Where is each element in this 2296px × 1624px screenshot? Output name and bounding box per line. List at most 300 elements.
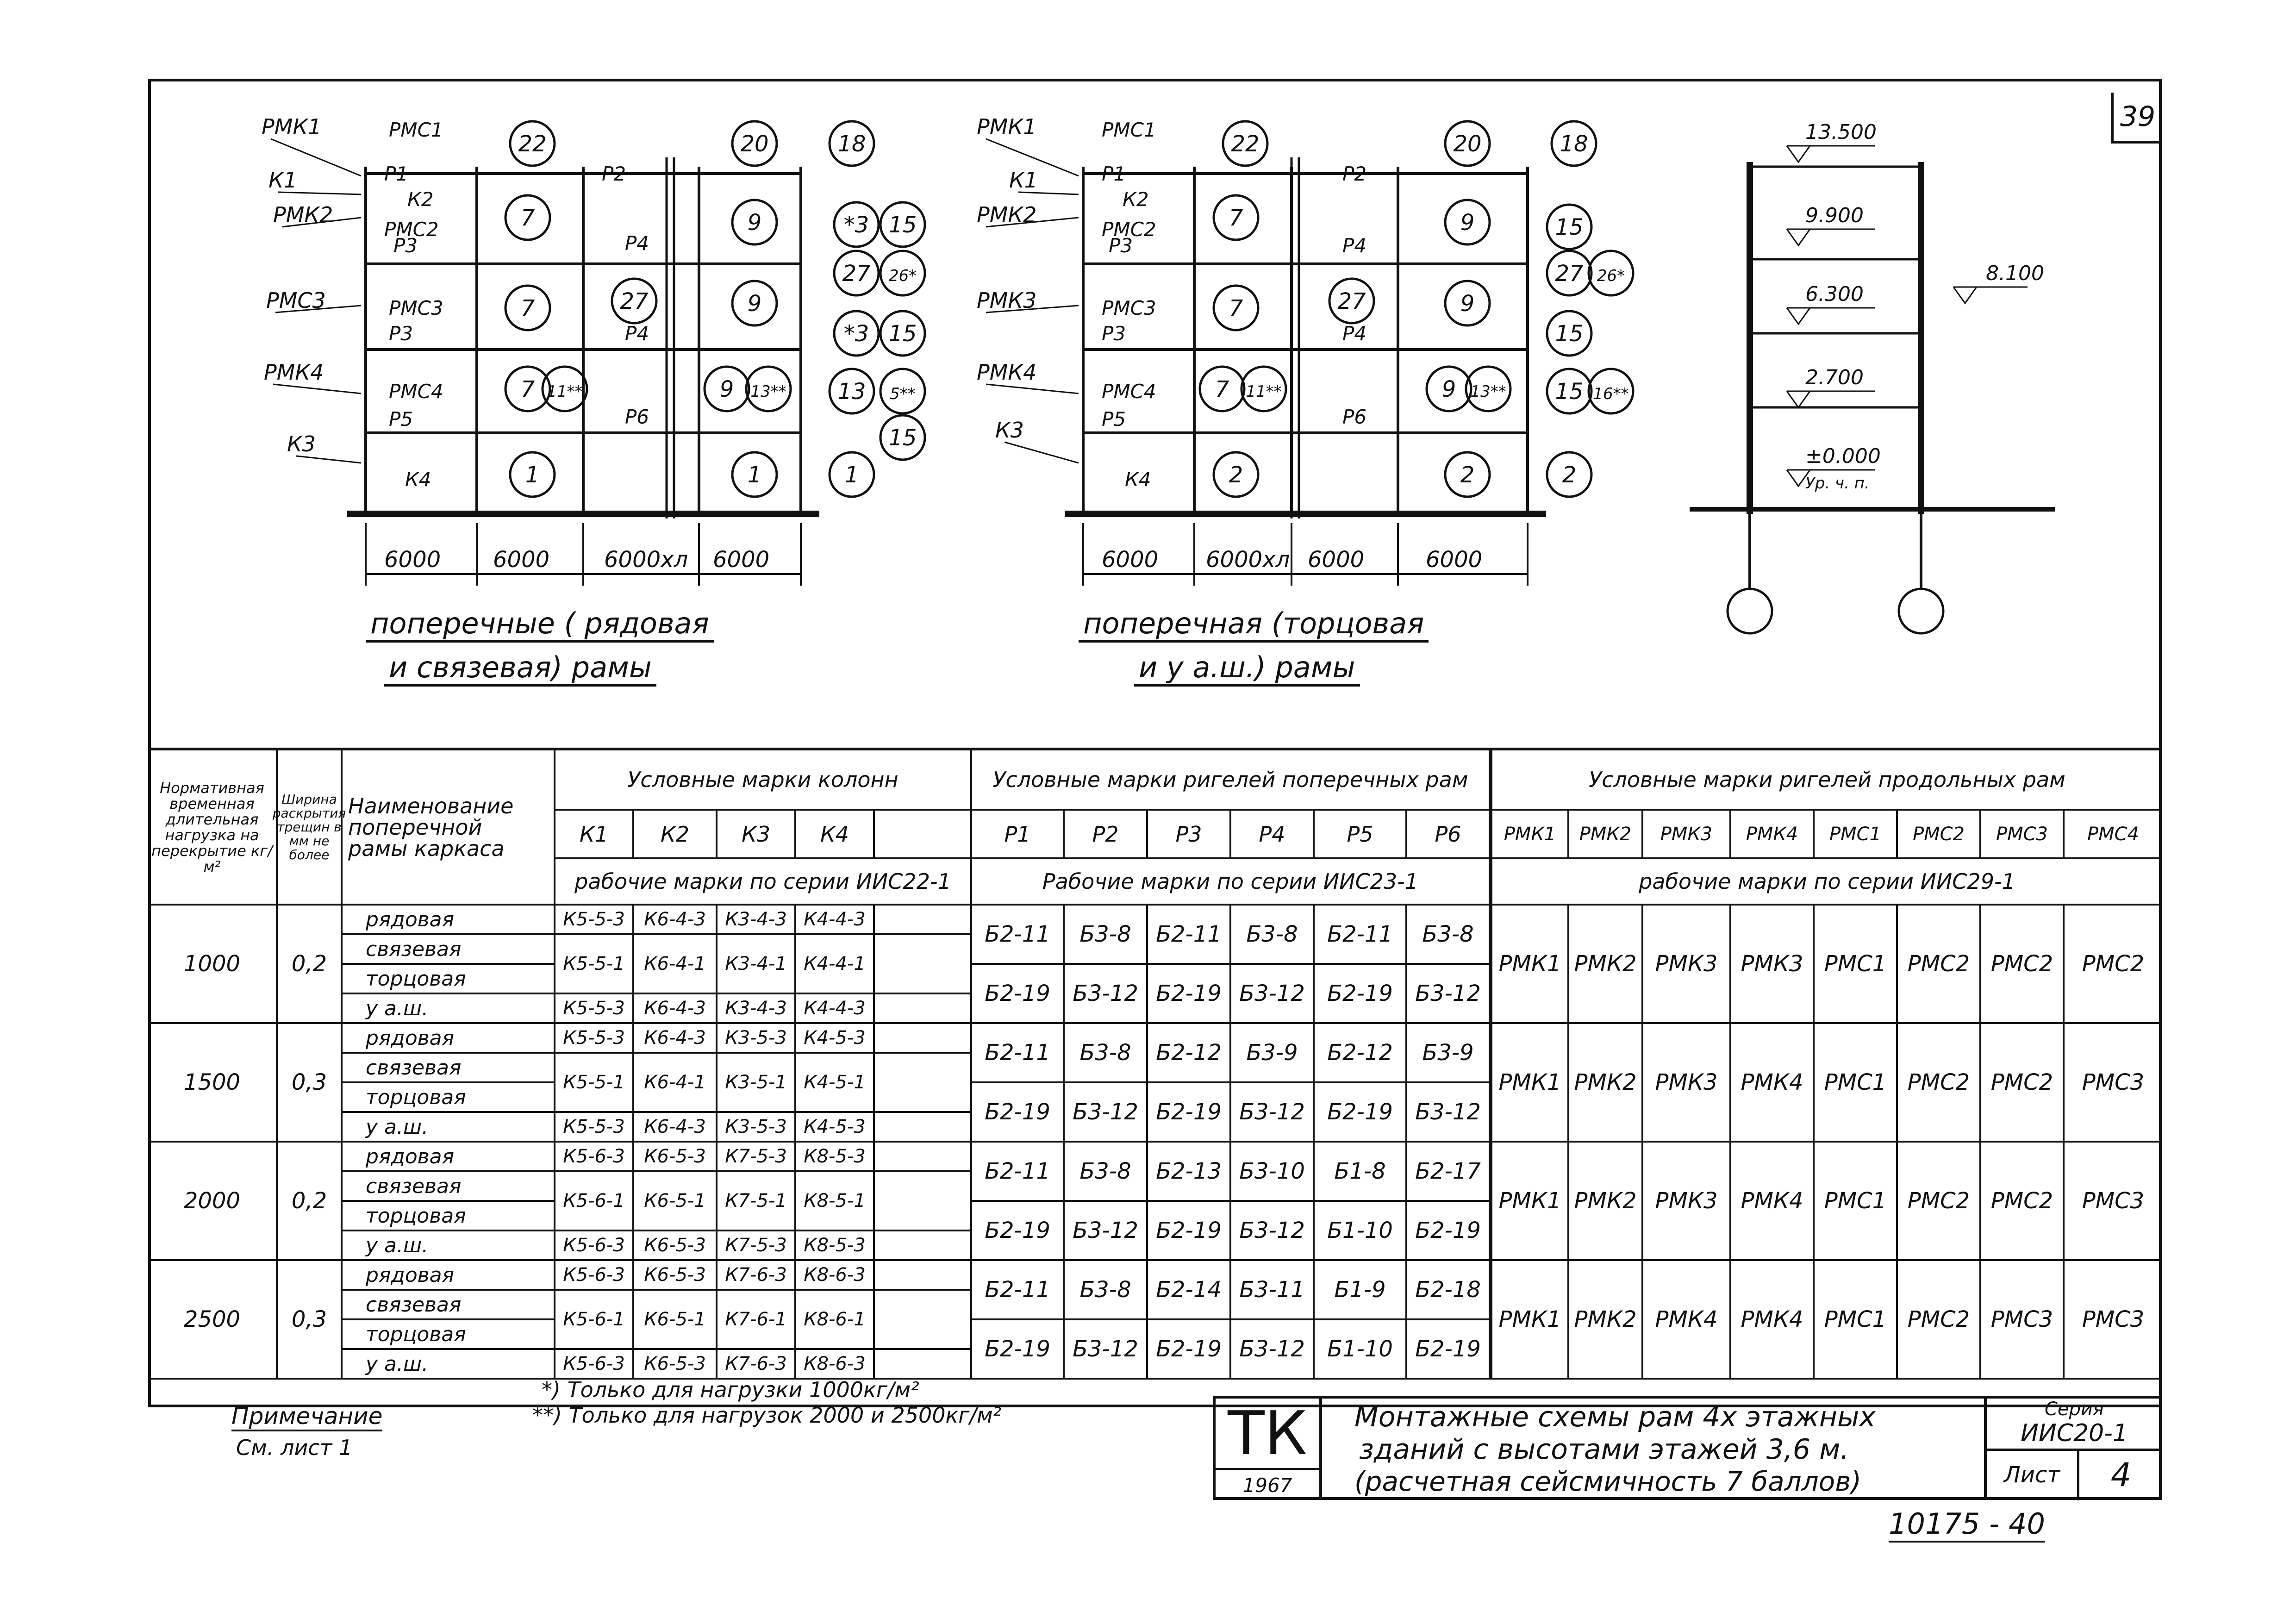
column-empty	[875, 1231, 972, 1261]
frame-type: связевая	[343, 1172, 555, 1202]
column-mark-value: К8-6-3	[796, 1350, 875, 1380]
frame-type: рядовая	[343, 906, 555, 935]
drawing1-title-line1: поперечные ( рядовая	[366, 606, 714, 643]
column-empty	[875, 1350, 972, 1380]
header-crack: Ширина раскрытия трещин в мм не более	[278, 750, 343, 906]
marker-number: 7	[520, 295, 535, 321]
crack-value: 0,2	[278, 1143, 343, 1261]
element-label: Р3	[389, 322, 413, 345]
level-value: ±0.000	[1805, 444, 1881, 468]
marker-number: 27	[620, 288, 649, 314]
column-mark-value: К4-4-3	[796, 906, 875, 935]
frame-label: РМК1	[262, 114, 322, 139]
beam-mark-value: Б2-11	[1148, 906, 1231, 965]
column-mark-value: К6-5-3	[634, 1350, 718, 1380]
beam-mark-value: Б3-12	[1065, 1320, 1148, 1380]
beam-mark-value: Б2-19	[1148, 1202, 1231, 1261]
column-mark-value: К3-4-1	[718, 935, 796, 994]
long-mark-value: РМС2	[1981, 1024, 2065, 1143]
long-mark-value: РМК4	[1643, 1261, 1731, 1380]
frame-label: К1	[268, 168, 297, 193]
marker-number: 27	[842, 261, 871, 287]
load-value: 1500	[148, 1024, 278, 1143]
beam-mark-value: Б2-19	[1407, 1202, 1491, 1261]
long-mark-value: РМС2	[1898, 906, 1981, 1024]
header-beam-mark: Р3	[1148, 811, 1231, 859]
column-mark-value: К6-5-3	[634, 1143, 718, 1172]
title-line3: (расчетная сейсмичность 7 баллов)	[1354, 1466, 1862, 1497]
marker-number: 15	[888, 321, 917, 347]
long-mark-value: РМК4	[1731, 1143, 1815, 1261]
long-mark-value: РМК3	[1643, 906, 1731, 1024]
marker-number: 1	[844, 462, 859, 488]
marker-number: 18	[837, 131, 866, 157]
column-empty	[875, 1113, 972, 1143]
frame-label: РМК2	[273, 202, 333, 227]
beam-mark-value: Б3-12	[1407, 965, 1491, 1024]
column-mark-value: К6-4-1	[634, 935, 718, 994]
beam-mark-value: Б1-8	[1315, 1143, 1407, 1202]
long-mark-value: РМК4	[1731, 1024, 1815, 1143]
beam-mark-value: Б1-10	[1315, 1202, 1407, 1261]
beam-mark-value: Б1-9	[1315, 1261, 1407, 1320]
beam-mark-value: Б2-14	[1148, 1261, 1231, 1320]
beam-mark-value: Б1-10	[1315, 1320, 1407, 1380]
beam-mark-value: Б2-19	[1315, 965, 1407, 1024]
column-mark-value: К8-6-3	[796, 1261, 875, 1291]
header-beams-series: Рабочие марки по серии ИИС23-1	[972, 859, 1491, 906]
element-label: К4	[1125, 468, 1151, 491]
title-block	[1213, 1396, 2162, 1500]
element-label: РМС1	[389, 119, 443, 141]
long-mark-value: РМК3	[1643, 1143, 1731, 1261]
column-mark-value: К6-5-1	[634, 1291, 718, 1350]
long-mark-value: РМС1	[1815, 906, 1898, 1024]
header-column-mark: К4	[796, 811, 875, 859]
beam-mark-value: Б2-11	[972, 1143, 1065, 1202]
long-mark-value: РМС2	[1898, 1024, 1981, 1143]
level-mark	[1953, 287, 1977, 303]
column-mark-value: К7-5-3	[718, 1231, 796, 1261]
beam-mark-value: Б2-19	[1315, 1083, 1407, 1143]
frame-type: у а.ш.	[343, 994, 555, 1024]
header-long-mark: РМК1	[1491, 811, 1569, 859]
marker-number: 9	[747, 210, 762, 236]
marker-number: 13**	[750, 382, 786, 401]
frame-label: РМК1	[977, 114, 1037, 139]
header-long-mark: РМС4	[2065, 811, 2162, 859]
long-mark-value: РМС2	[1898, 1261, 1981, 1380]
level-value: 9.900	[1805, 204, 1864, 227]
long-mark-value: РМК2	[1569, 906, 1643, 1024]
frame-label: РМК4	[264, 360, 324, 385]
beam-mark-value: Б2-19	[1148, 1083, 1231, 1143]
tk-logo: ТК	[1228, 1398, 1307, 1468]
marker-number: 7	[520, 376, 535, 402]
marker-number: 15	[1555, 214, 1584, 240]
frame-type: связевая	[343, 1054, 555, 1083]
column-mark-value: К8-6-1	[796, 1291, 875, 1350]
long-mark-value: РМС2	[2065, 906, 2162, 1024]
beam-mark-value: Б2-19	[1148, 965, 1231, 1024]
frame-label: РМК2	[977, 202, 1037, 227]
column-mark-value: К5-5-3	[555, 1113, 634, 1143]
span-dimension: 6000	[1102, 547, 1159, 573]
long-mark-value: РМК4	[1731, 1261, 1815, 1380]
beam-mark-value: Б3-9	[1407, 1024, 1491, 1083]
column-mark-value: К5-6-3	[555, 1261, 634, 1291]
column-mark-value: К5-6-3	[555, 1143, 634, 1172]
long-mark-value: РМК1	[1491, 1261, 1569, 1380]
long-mark-value: РМК1	[1491, 1024, 1569, 1143]
marker-number: 15	[1555, 379, 1584, 405]
frame-type: торцовая	[343, 1202, 555, 1231]
beam-mark-value: Б3-8	[1231, 906, 1315, 965]
footnote-2: **) Только для нагрузок 2000 и 2500кг/м²	[532, 1403, 1002, 1428]
element-label: К2	[407, 188, 434, 211]
beam-mark-value: Б3-12	[1231, 1202, 1315, 1261]
column-mark-value: К5-6-1	[555, 1291, 634, 1350]
element-label: Р3	[1109, 234, 1133, 257]
sheet-number: 39	[2120, 100, 2156, 133]
header-long-mark: РМС1	[1815, 811, 1898, 859]
frame-label: РМК4	[977, 360, 1037, 385]
leader-line	[1004, 442, 1079, 463]
side-level-value: 8.100	[1986, 262, 2044, 285]
frame-type: у а.ш.	[343, 1113, 555, 1143]
beam-mark-value: Б3-12	[1065, 1202, 1148, 1261]
column-mark-value: К6-4-3	[634, 1113, 718, 1143]
element-label: РМС2	[1102, 218, 1156, 241]
header-long-mark: РМС3	[1981, 811, 2065, 859]
note-title: Примечание	[231, 1403, 382, 1431]
marker-number: 2	[1229, 462, 1243, 488]
element-label: РМС4	[1102, 380, 1156, 403]
long-mark-value: РМС3	[2065, 1261, 2162, 1380]
long-mark-value: РМК3	[1731, 906, 1815, 1024]
header-beams: Условные марки ригелей поперечных рам	[972, 750, 1491, 811]
beam-mark-value: Б2-12	[1315, 1024, 1407, 1083]
element-label: РМС3	[1102, 297, 1156, 319]
column-mark-value: К6-4-3	[634, 994, 718, 1024]
column-mark-value: К5-6-1	[555, 1172, 634, 1231]
frame-type: у а.ш.	[343, 1231, 555, 1261]
level-mark	[1787, 229, 1810, 245]
marker-number: 9	[719, 376, 734, 402]
load-value: 2500	[148, 1261, 278, 1380]
marks-table	[148, 748, 2162, 1375]
element-label: Р4	[1342, 322, 1367, 345]
long-mark-value: РМК1	[1491, 906, 1569, 1024]
column-mark-value: К3-4-3	[718, 906, 796, 935]
header-column-mark: К3	[718, 811, 796, 859]
column-mark-value: К7-5-1	[718, 1172, 796, 1231]
column-mark-value: К6-5-3	[634, 1231, 718, 1261]
marker-number: *3	[843, 212, 869, 238]
long-mark-value: РМС2	[1981, 906, 2065, 1024]
header-beam-mark: Р2	[1065, 811, 1148, 859]
frame-label: РМС3	[266, 288, 326, 313]
beam-mark-value: Б2-11	[972, 906, 1065, 965]
column-mark-value: К5-5-3	[555, 906, 634, 935]
marker-number: 5**	[890, 385, 916, 403]
marker-number: 1	[747, 462, 762, 488]
column-mark-value: К6-4-3	[634, 1024, 718, 1054]
drawing2-title-line2: и у а.ш.) рамы	[1134, 650, 1360, 687]
leader-line	[296, 456, 361, 463]
column-mark-value: К5-6-3	[555, 1350, 634, 1380]
element-label: Р1	[384, 162, 409, 185]
column-mark-value: К8-5-3	[796, 1231, 875, 1261]
level-mark	[1787, 308, 1810, 324]
sheet-value: 4	[2110, 1456, 2132, 1494]
level-value: 13.500	[1805, 120, 1877, 144]
long-mark-value: РМС1	[1815, 1143, 1898, 1261]
long-mark-value: РМС3	[1981, 1261, 2065, 1380]
column-mark-value: К4-5-1	[796, 1054, 875, 1113]
header-long-mark: РМК4	[1731, 811, 1815, 859]
long-mark-value: РМК3	[1643, 1024, 1731, 1143]
column-mark-value: К5-5-3	[555, 994, 634, 1024]
marker-number: 27	[1337, 288, 1366, 314]
column-mark-value: К5-6-3	[555, 1231, 634, 1261]
load-value: 2000	[148, 1143, 278, 1261]
header-beam-mark: Р4	[1231, 811, 1315, 859]
header-long-mark: РМК2	[1569, 811, 1643, 859]
beam-mark-value: Б2-11	[972, 1261, 1065, 1320]
beam-mark-value: Б3-9	[1231, 1024, 1315, 1083]
header-columns: Условные марки колонн	[555, 750, 972, 811]
marker-number: 9	[1441, 376, 1456, 402]
long-mark-value: РМС1	[1815, 1261, 1898, 1380]
marker-number: 11**	[1246, 382, 1282, 401]
element-label: Р6	[1342, 406, 1367, 428]
frame-type: рядовая	[343, 1024, 555, 1054]
marker-number: 27	[1555, 261, 1584, 287]
column-empty	[875, 1054, 972, 1113]
crack-value: 0,2	[278, 906, 343, 1024]
beam-mark-value: Б2-11	[1315, 906, 1407, 965]
title-line2: зданий с высотами этажей 3,6 м.	[1359, 1433, 1849, 1466]
column-mark-value: К7-6-3	[718, 1350, 796, 1380]
beam-mark-value: Б2-13	[1148, 1143, 1231, 1202]
level-mark	[1787, 146, 1810, 162]
header-beam-mark: Р5	[1315, 811, 1407, 859]
marker-number: 7	[1229, 205, 1243, 231]
beam-mark-value: Б3-12	[1065, 1083, 1148, 1143]
marker-number: 1	[525, 462, 540, 488]
frame-type: связевая	[343, 1291, 555, 1320]
leader-line	[986, 384, 1079, 394]
span-dimension: 6000хл	[1206, 547, 1290, 573]
column-empty	[875, 994, 972, 1024]
header-load: Нормативная временная длительная нагрузка на перекрытие кг/м²	[148, 750, 278, 906]
level-value: 2.700	[1805, 366, 1864, 389]
marker-number: 15	[1555, 321, 1584, 347]
beam-mark-value: Б3-8	[1065, 906, 1148, 965]
marker-number: 2	[1460, 462, 1475, 488]
long-mark-value: РМК2	[1569, 1143, 1643, 1261]
beam-mark-value: Б2-19	[972, 1320, 1065, 1380]
long-mark-value: РМС2	[1981, 1143, 2065, 1261]
marker-number: 11**	[547, 382, 583, 401]
column-mark-value: К5-5-1	[555, 935, 634, 994]
column-mark-value: К6-4-1	[634, 1054, 718, 1113]
header-frame-name: Наименование поперечной рамы каркаса	[343, 750, 555, 906]
element-label: Р2	[1342, 162, 1367, 185]
marker-number: 20	[1453, 131, 1482, 157]
marker-number: 22	[518, 131, 547, 157]
drawing2-title-line1: поперечная (торцовая	[1079, 606, 1429, 643]
column-mark-value: К7-6-1	[718, 1291, 796, 1350]
level-mark	[1787, 391, 1810, 407]
element-label: РМС4	[389, 380, 443, 403]
frame-type: рядовая	[343, 1261, 555, 1291]
beam-mark-value: Б3-12	[1231, 1320, 1315, 1380]
frame-label: К1	[1009, 168, 1038, 193]
marker-number: 15	[888, 425, 917, 451]
column-mark-value: К3-5-3	[718, 1113, 796, 1143]
element-label: Р2	[602, 162, 626, 185]
column-mark-value: К4-5-3	[796, 1024, 875, 1054]
column-mark-value: К4-4-3	[796, 994, 875, 1024]
column-mark-value: К6-4-3	[634, 906, 718, 935]
element-label: Р5	[1102, 408, 1126, 431]
archive-number: 10175 - 40	[1889, 1507, 2045, 1543]
beam-mark-value: Б3-11	[1231, 1261, 1315, 1320]
header-column-mark: К1	[555, 811, 634, 859]
column-mark-value: К8-5-1	[796, 1172, 875, 1231]
element-label: РМС3	[389, 297, 443, 319]
beam-mark-value: Б3-12	[1231, 1083, 1315, 1143]
element-label: К2	[1123, 188, 1149, 211]
marker-number: 7	[520, 205, 535, 231]
marker-number: 13	[837, 379, 866, 405]
beam-mark-value: Б3-8	[1065, 1143, 1148, 1202]
element-label: К4	[405, 468, 431, 491]
column-mark-value: К6-5-3	[634, 1261, 718, 1291]
marker-number: 26*	[888, 267, 917, 285]
sheet-label: Лист	[1987, 1449, 2079, 1500]
frame-label: К3	[995, 418, 1024, 443]
beam-mark-value: Б3-10	[1231, 1143, 1315, 1202]
marker-number: 18	[1560, 131, 1588, 157]
frame-type: торцовая	[343, 1083, 555, 1113]
beam-mark-value: Б3-8	[1407, 906, 1491, 965]
span-dimension: 6000	[493, 547, 550, 573]
marker-number: *3	[843, 321, 869, 347]
column-empty	[875, 1143, 972, 1172]
marker-number: 9	[747, 291, 762, 317]
long-mark-value: РМК2	[1569, 1261, 1643, 1380]
column-mark-value: К8-5-3	[796, 1143, 875, 1172]
beam-mark-value: Б3-12	[1065, 965, 1148, 1024]
column-mark-value: К5-5-1	[555, 1054, 634, 1113]
column-empty	[875, 906, 972, 935]
element-label: Р4	[1342, 234, 1367, 257]
leader-line	[273, 384, 361, 394]
beam-mark-value: Б3-12	[1231, 965, 1315, 1024]
frame-label: К3	[287, 431, 316, 456]
frame-type: рядовая	[343, 1143, 555, 1172]
column-mark-value: К3-5-3	[718, 1024, 796, 1054]
beam-mark-value: Б2-17	[1407, 1143, 1491, 1202]
column-mark-value: К5-5-3	[555, 1024, 634, 1054]
marker-number: 15	[888, 212, 917, 238]
marker-number: 16**	[1593, 385, 1629, 403]
long-mark-value: РМС3	[2065, 1024, 2162, 1143]
element-label: РМС1	[1102, 119, 1156, 141]
series-label: Серия	[2045, 1398, 2104, 1420]
header-long-mark: РМС2	[1898, 811, 1981, 859]
title-line1: Монтажные схемы рам 4х этажных	[1354, 1401, 1876, 1433]
element-label: Р4	[625, 322, 649, 345]
marker-number: 7	[1229, 295, 1243, 321]
span-dimension: 6000	[1426, 547, 1483, 573]
span-dimension: 6000	[713, 547, 770, 573]
column-mark-value: К3-4-3	[718, 994, 796, 1024]
beam-mark-value: Б2-11	[972, 1024, 1065, 1083]
note-text: См. лист 1	[236, 1435, 353, 1460]
long-mark-value: РМС3	[2065, 1143, 2162, 1261]
column-empty	[875, 1172, 972, 1231]
long-mark-value: РМС2	[1898, 1143, 1981, 1261]
year: 1967	[1216, 1468, 1319, 1500]
element-label: РМС2	[384, 218, 439, 241]
footnote-1: *) Только для нагрузки 1000кг/м²	[542, 1377, 919, 1402]
marker-number: 20	[740, 131, 769, 157]
element-label: Р6	[625, 406, 649, 428]
column-mark-value: К7-6-3	[718, 1261, 796, 1291]
level-value: 6.300	[1805, 282, 1864, 306]
element-label: Р3	[1102, 322, 1126, 345]
beam-mark-value: Б2-12	[1148, 1024, 1231, 1083]
frame-type: у а.ш.	[343, 1350, 555, 1380]
beam-mark-value: Б2-19	[1148, 1320, 1231, 1380]
column-mark-value: К3-5-1	[718, 1054, 796, 1113]
beam-mark-value: Б2-19	[972, 965, 1065, 1024]
frame-type: связевая	[343, 935, 555, 965]
long-mark-value: РМК2	[1569, 1024, 1643, 1143]
header-column-mark: К2	[634, 811, 718, 859]
header-longitudinal: Условные марки ригелей продольных рам	[1491, 750, 2162, 811]
series-value: ИИС20-1	[2020, 1419, 2128, 1447]
beam-mark-value: Б2-19	[972, 1083, 1065, 1143]
column-empty	[875, 935, 972, 994]
foundation-circle	[1899, 589, 1943, 633]
column-mark-value: К6-5-1	[634, 1172, 718, 1231]
beam-mark-value: Б2-19	[972, 1202, 1065, 1261]
marker-number: 2	[1562, 462, 1577, 488]
marker-number: 7	[1215, 376, 1229, 402]
ground-note: Ур. ч. п.	[1805, 474, 1870, 493]
frame-type: торцовая	[343, 1320, 555, 1350]
header-beam-mark: Р1	[972, 811, 1065, 859]
column-mark-value: К4-4-1	[796, 935, 875, 994]
column-empty	[875, 1261, 972, 1291]
marker-number: 9	[1460, 210, 1475, 236]
beam-mark-value: Б3-8	[1065, 1024, 1148, 1083]
frame-label: РМК3	[977, 288, 1037, 313]
crack-value: 0,3	[278, 1024, 343, 1143]
header-column-empty	[875, 811, 972, 859]
column-empty	[875, 1291, 972, 1350]
marker-number: 22	[1231, 131, 1260, 157]
element-label: Р5	[389, 408, 413, 431]
beam-mark-value: Б3-8	[1065, 1261, 1148, 1320]
marker-number: 26*	[1597, 267, 1625, 285]
beam-mark-value: Б2-18	[1407, 1261, 1491, 1320]
